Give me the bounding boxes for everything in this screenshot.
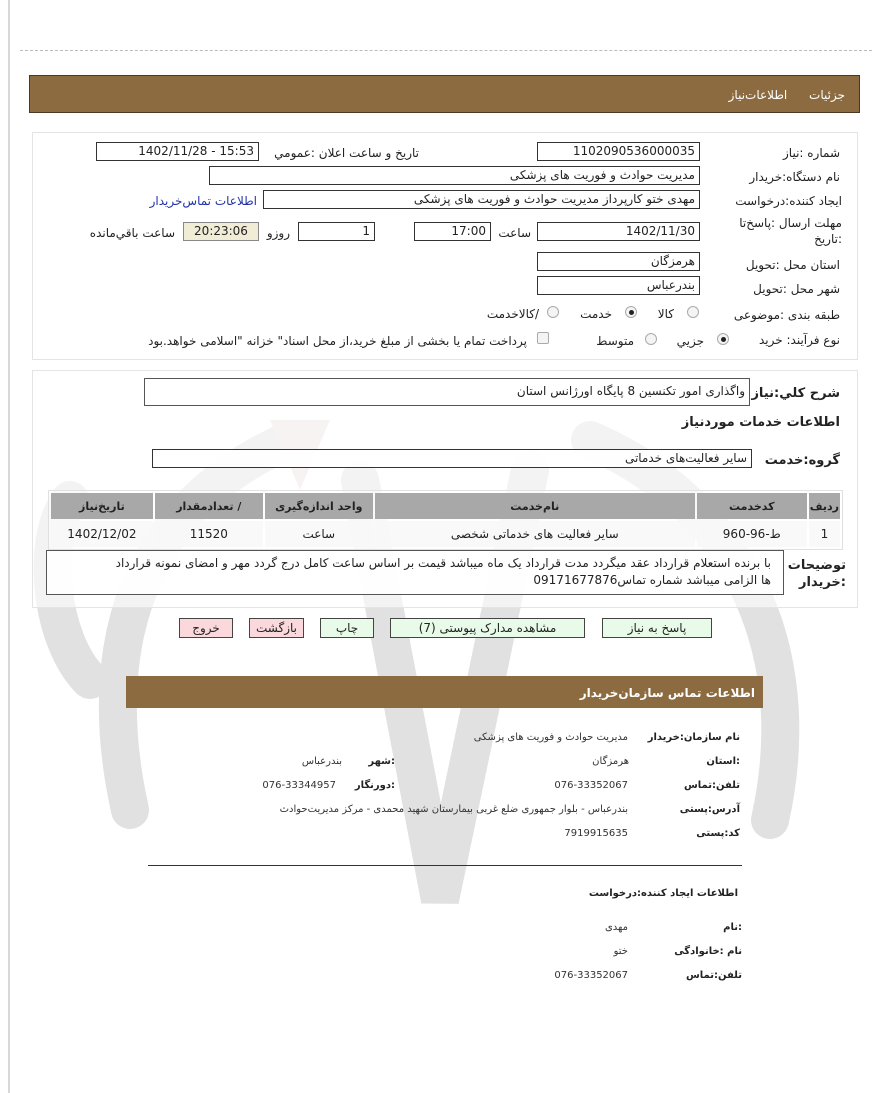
buyer-org-label: نام دستگاه:خریدار (749, 170, 840, 184)
reply-to-need-button[interactable]: پاسخ به نیاز (602, 618, 712, 638)
category-radio-service[interactable] (625, 306, 637, 318)
services-heading: اطلاعات خدمات موردنیاز (681, 415, 840, 430)
category-label: طبقه بندی :موضوعی (733, 308, 840, 322)
process-label: نوع فرآیند: خرید (759, 333, 840, 347)
org-name-label: نام سازمان:خریدار (647, 732, 740, 743)
deadline-time-field[interactable]: 17:00 (414, 222, 491, 241)
exit-button[interactable]: خروج (179, 618, 233, 638)
creator-phone-label: تلفن:تماس (685, 970, 742, 981)
process-option-minor: جزيي (676, 334, 704, 348)
contact-fax-label: :دورنگار (354, 780, 395, 791)
service-group-label: گروه:خدمت (764, 453, 840, 468)
buyer-contact-link[interactable]: اطلاعات تماس‌خریدار (149, 194, 257, 208)
days-remaining-field[interactable]: 1 (298, 222, 375, 241)
contact-city-label: :شهر (368, 756, 395, 767)
services-table (48, 490, 843, 550)
process-radio-minor[interactable] (717, 333, 729, 345)
creator-label: ایجاد کننده:درخواست (735, 194, 842, 208)
service-group-field[interactable]: سایر فعالیت‌های خدماتی (152, 449, 752, 468)
contact-address-value: بندرعباس - بلوار جمهوری ضلع غربی بیمارستان شهید محمدی - مرکز مدیریت‌حوادث (279, 804, 628, 815)
deadline-date-field[interactable]: 1402/11/30 (537, 222, 700, 241)
buyer-contact-header: اطلاعات تماس سازمان‌خریدار (126, 676, 763, 708)
creator-name-value: مهدی (604, 922, 628, 933)
process-radio-medium[interactable] (645, 333, 657, 345)
deadline-label: مهلت ارسال :پاسخ‌تا (739, 216, 842, 230)
back-button[interactable]: بازگشت (249, 618, 304, 638)
buyer-notes-field (46, 550, 784, 595)
view-attachments-button[interactable]: مشاهده مدارک پیوستی (7) (390, 618, 585, 638)
process-option-medium: متوسط (596, 334, 634, 348)
description-label: شرح كلي:نیاز (751, 386, 840, 401)
days-label: روزو (266, 226, 290, 240)
announce-date-label: تاریخ و ساعت اعلان :عمومي (274, 146, 419, 160)
contact-phone-label: تلفن:تماس (683, 780, 740, 791)
contact-postal-label: کد:پستی (696, 828, 740, 839)
contact-postal-value: 7919915635 (564, 828, 628, 839)
category-option-goods-service: /کالاخدمت (486, 307, 539, 321)
need-number-label: شماره :نیاز (783, 146, 840, 160)
buyer-org-field[interactable]: مدیریت حوادث و فوریت های پزشکی (209, 166, 700, 185)
table-header-row (51, 493, 840, 519)
cell-quantity: 11520 (155, 521, 263, 547)
city-field[interactable]: بندرعباس (537, 276, 700, 295)
buyer-notes-label: توضیحات (787, 558, 846, 573)
buyer-notes-line-2: ها الزامی میباشد شماره تماس09171677876 (533, 573, 771, 587)
deadline-hour-label: ساعت (498, 226, 531, 240)
cell-service-code: ط-96-960 (697, 521, 807, 547)
left-border (8, 0, 10, 1093)
remaining-time-field: 20:23:06 (183, 222, 259, 241)
creator-info-title: اطلاعات ایجاد کننده:درخواست (588, 888, 738, 899)
col-service-code: کدخدمت (697, 493, 807, 519)
col-need-date: تاریخ‌نیاز (51, 493, 153, 519)
page-header-bar (29, 75, 860, 113)
remaining-time-label: ساعت باقي‌مانده (89, 226, 175, 240)
contact-phone-value: 076-33352067 (554, 780, 628, 791)
need-number-field[interactable]: 1102090536000035 (537, 142, 700, 161)
deadline-label-2: :تاریخ (814, 232, 842, 246)
contact-city-value: بندرعباس (301, 756, 342, 767)
description-field[interactable]: واگذاری امور تکنسین 8 پایگاه اورژانس استان (144, 378, 750, 406)
province-field[interactable]: هرمزگان (537, 252, 700, 271)
print-button[interactable]: چاپ (320, 618, 374, 638)
contact-province-label: :استان (706, 756, 740, 767)
contact-address-label: آدرس:پستی (679, 804, 740, 815)
org-name-value: مدیریت حوادث و فوریت های پزشکی (473, 732, 628, 743)
creator-family-value: ختو (613, 946, 628, 957)
creator-field[interactable]: مهدی ختو کارپرداز مدیریت حوادث و فوریت های پزشکی (263, 190, 700, 209)
announce-date-field[interactable]: 1402/11/28 - 15:53 (96, 142, 259, 161)
buyer-notes-line-1: با برنده استعلام قرارداد عقد میگردد مدت قرارداد یک ماه میباشد قیمت بر اساس ساعت کامل درج گردد مهر و امضای نمونه قرارداد (115, 556, 771, 570)
contact-fax-value: 076-33344957 (262, 780, 336, 791)
treasury-payment-note: پرداخت تمام یا بخشی از مبلغ خرید،از محل اسناد" خزانه "اسلامی خواهد.بود (148, 334, 527, 348)
creator-name-label: :نام (723, 922, 742, 933)
table-row (51, 521, 840, 547)
tab-details[interactable]: جزئیات (809, 88, 845, 102)
tab-need-info[interactable]: اطلاعات‌نیاز (728, 88, 788, 102)
col-quantity: / تعدادمقدار (155, 493, 263, 519)
creator-family-label: نام :خانوادگی (674, 946, 742, 957)
treasury-payment-checkbox[interactable] (537, 332, 549, 344)
buyer-notes-label-2: :خریدار (799, 575, 846, 590)
province-label: استان محل :تحویل (745, 258, 840, 272)
category-radio-goods-service[interactable] (547, 306, 559, 318)
section-divider (148, 865, 742, 866)
cell-need-date: 1402/12/02 (51, 521, 153, 547)
category-option-service: خدمت (580, 307, 612, 321)
col-service-name: نام‌خدمت (375, 493, 695, 519)
top-divider (20, 50, 872, 51)
cell-row-number: 1 (809, 521, 840, 547)
city-label: شهر محل :تحویل (753, 282, 840, 296)
category-option-goods: کالا (657, 307, 674, 321)
cell-unit: ساعت (265, 521, 373, 547)
contact-province-value: هرمزگان (592, 756, 629, 767)
creator-phone-value: 076-33352067 (554, 970, 628, 981)
cell-service-name: سایر فعالیت های خدماتی شخصی (375, 521, 695, 547)
col-row-number: ردیف (809, 493, 840, 519)
category-radio-goods[interactable] (687, 306, 699, 318)
col-unit: واحد اندازه‌گیری (265, 493, 373, 519)
